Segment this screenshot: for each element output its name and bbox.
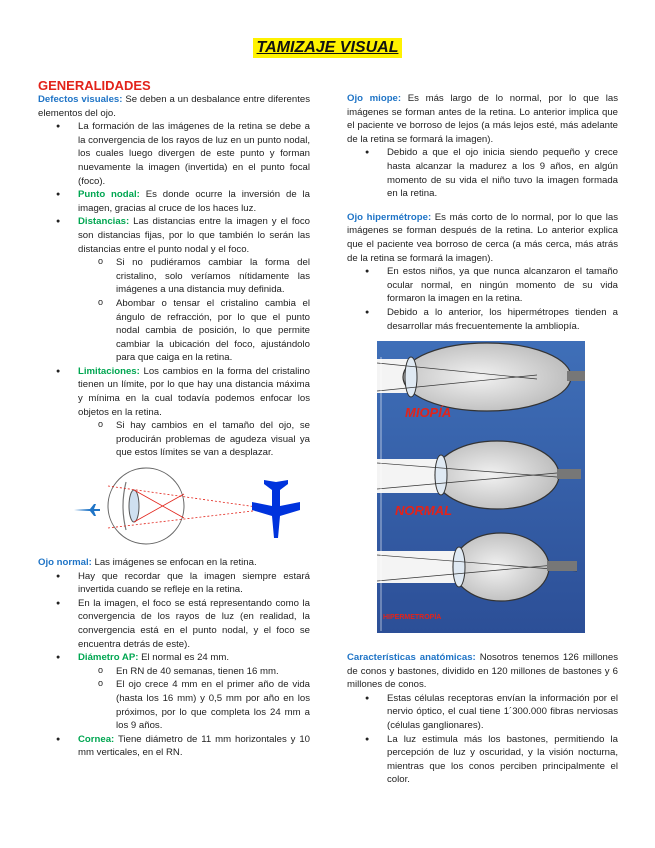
- list-item: ● Debido a lo anterior, los hipermétropes tienden a desarrollar más frecuentemente la ambliopía.: [347, 306, 618, 333]
- list-item: ● La luz estimula más los bastones, permitiendo la percepción de luz y oscuridad, y la visión nocturna, mientras que los conos perciben principalmente el color.: [347, 733, 618, 787]
- list-item: [38, 215, 310, 365]
- caracteristicas-label: Características anatómicas:: [347, 652, 476, 664]
- list-item: [38, 570, 310, 597]
- caracteristicas-paragraph: [347, 651, 618, 692]
- list-item: ● En estos niños, ya que nunca alcanzaron el tamaño ocular normal, en ningún momento de su vida formaron la imagen en la retina.: [347, 265, 618, 306]
- item-label: Punto nodal:: [78, 189, 140, 201]
- item-text: La formación de las imágenes de la retina se debe a la convergencia de los rayos de luz en un punto nodal, los cuales luego divergen de este punto y forman nuevamente la imagen (invertida) en el punto focal (foco).: [78, 121, 311, 187]
- sub-item: o Abombar o tensar el cristalino cambia el ángulo de refracción, por lo que el punto nodal cambia de posición, lo que permite cambiar la ubicación del foco, ajustándolo para que caiga en la retina.: [78, 297, 310, 365]
- item-label: Limitaciones:: [78, 365, 140, 377]
- list-item: ● Estas células receptoras envían la información por el nervio óptico, el cual tiene 1´300.000 fibras nerviosas (células ganglionares).: [347, 692, 618, 733]
- item-text: Es donde ocurre la inversión de la imagen, gracias al cruce de los haces luz.: [78, 189, 310, 214]
- list-item: [38, 733, 310, 760]
- spacer: [38, 546, 310, 556]
- list-item: [38, 120, 310, 188]
- ojo-normal-label: Ojo normal:: [38, 557, 92, 569]
- miope-paragraph: [347, 92, 618, 146]
- right-column: [347, 92, 618, 787]
- miope-label: Ojo miope:: [347, 93, 402, 104]
- item-text: El normal es 24 mm.: [138, 652, 230, 664]
- eyeball-outline: [108, 468, 184, 544]
- sub-list: [78, 665, 310, 733]
- spacer: [347, 201, 618, 211]
- hiper-paragraph: [347, 211, 618, 265]
- defectos-text: Se deben a un desbalance entre diferentes elementos del ojo.: [38, 94, 310, 119]
- item-label: Cornea:: [78, 733, 115, 745]
- ojo-normal-paragraph: [38, 556, 310, 570]
- section-heading: GENERALIDADES: [38, 78, 151, 93]
- defectos-label: Defectos visuales:: [38, 94, 123, 105]
- spacer: [347, 633, 618, 651]
- sub-list: [78, 419, 310, 460]
- item-text: Tiene diámetro de 11 mm horizontales y 10 mm verticales, en el RN.: [78, 733, 310, 759]
- page-title: TAMIZAJE VISUAL: [253, 38, 403, 58]
- caracteristicas-list: [347, 692, 618, 787]
- miope-text: Es más largo de lo normal, por lo que las imágenes se forman antes de la retina. Lo anterior implica que el paciente ve borroso de lejos (a más lejos esté, más adelante de la retina se formará la imagen).: [347, 93, 618, 145]
- sub-item: o Si hay cambios en el tamaño del ojo, se producirán problemas de agudeza visual ya que estos límites se van a desplazar.: [78, 419, 310, 460]
- item-label: Diámetro AP:: [78, 652, 139, 664]
- label-normal: NORMAL: [395, 503, 453, 519]
- list-item: [38, 651, 310, 733]
- miope-list: [347, 146, 618, 200]
- list-item: [38, 365, 310, 460]
- label-hipermetropia: HIPERMETROPÍA: [383, 614, 442, 622]
- item-text: Las distancias entre la imagen y el foco son distancias fijas, por lo que también lo serán las distancias entre el punto nodal y el foco.: [78, 216, 310, 255]
- sub-item: o En RN de 40 semanas, tienen 16 mm.: [78, 665, 310, 679]
- item-label: Distancias:: [78, 216, 130, 228]
- list-item: [38, 188, 310, 215]
- label-miopia: MIOPÍA: [405, 405, 452, 421]
- sub-item: o Si no pudiéramos cambiar la forma del cristalino, solo veríamos nítidamente las imágenes a una distancia muy definida.: [78, 256, 310, 297]
- title-wrap: [0, 38, 655, 58]
- large-plane-icon: [252, 480, 300, 538]
- refraction-figure: [377, 341, 585, 633]
- item-text: Los cambios en la forma del cristalino tienen un límite, por lo que hay una distancia máxima y mínima en la cual todavía podemos enfocar los objetos en la retina.: [78, 365, 310, 418]
- item-text: En la imagen, el foco se está representando como la convergencia de los rayos de luz (en realidad, la convergencia está en el punto nodal, y el foco se encuentra detrás de este).: [78, 597, 310, 650]
- hiper-label: Ojo hipermétrope:: [347, 211, 432, 223]
- defectos-paragraph: [38, 93, 310, 120]
- item-text: Hay que recordar que la imagen siempre estará invertida cuando se refleje en la retina.: [78, 570, 310, 596]
- small-plane-icon: [74, 504, 100, 516]
- hiper-text: Es más corto de lo normal, por lo que las imágenes se forman después de la retina. Lo anterior explica que el paciente vea borroso de cerca (a más cerca, más atrás de la retina se formará la imagen).: [347, 211, 618, 264]
- lens-shape: [129, 490, 139, 522]
- list-item: ● Debido a que el ojo inicia siendo pequeño y crece hasta alcanzar la madurez a los 9 años, en algún momento de su vida el niño tuvo la imagen formada en la retina.: [347, 146, 618, 200]
- defectos-list: [38, 120, 310, 460]
- eye-diagram-image: [38, 466, 310, 546]
- sub-item: o El ojo crece 4 mm en el primer año de vida (hasta los 16 mm) y 0,5 mm por año en los próximos, por lo que completa los 24 mm a los 9 años.: [78, 678, 310, 732]
- left-column: [38, 78, 310, 760]
- ojo-normal-text: Las imágenes se enfocan en la retina.: [91, 557, 257, 569]
- sub-list: [78, 256, 310, 365]
- hiper-list: [347, 265, 618, 333]
- list-item: [38, 597, 310, 651]
- caracteristicas-text: Nosotros tenemos 126 millones de conos y bastones, dividido en 120 millones de bastones y 6 millones de conos.: [347, 652, 618, 691]
- ojo-normal-list: [38, 570, 310, 760]
